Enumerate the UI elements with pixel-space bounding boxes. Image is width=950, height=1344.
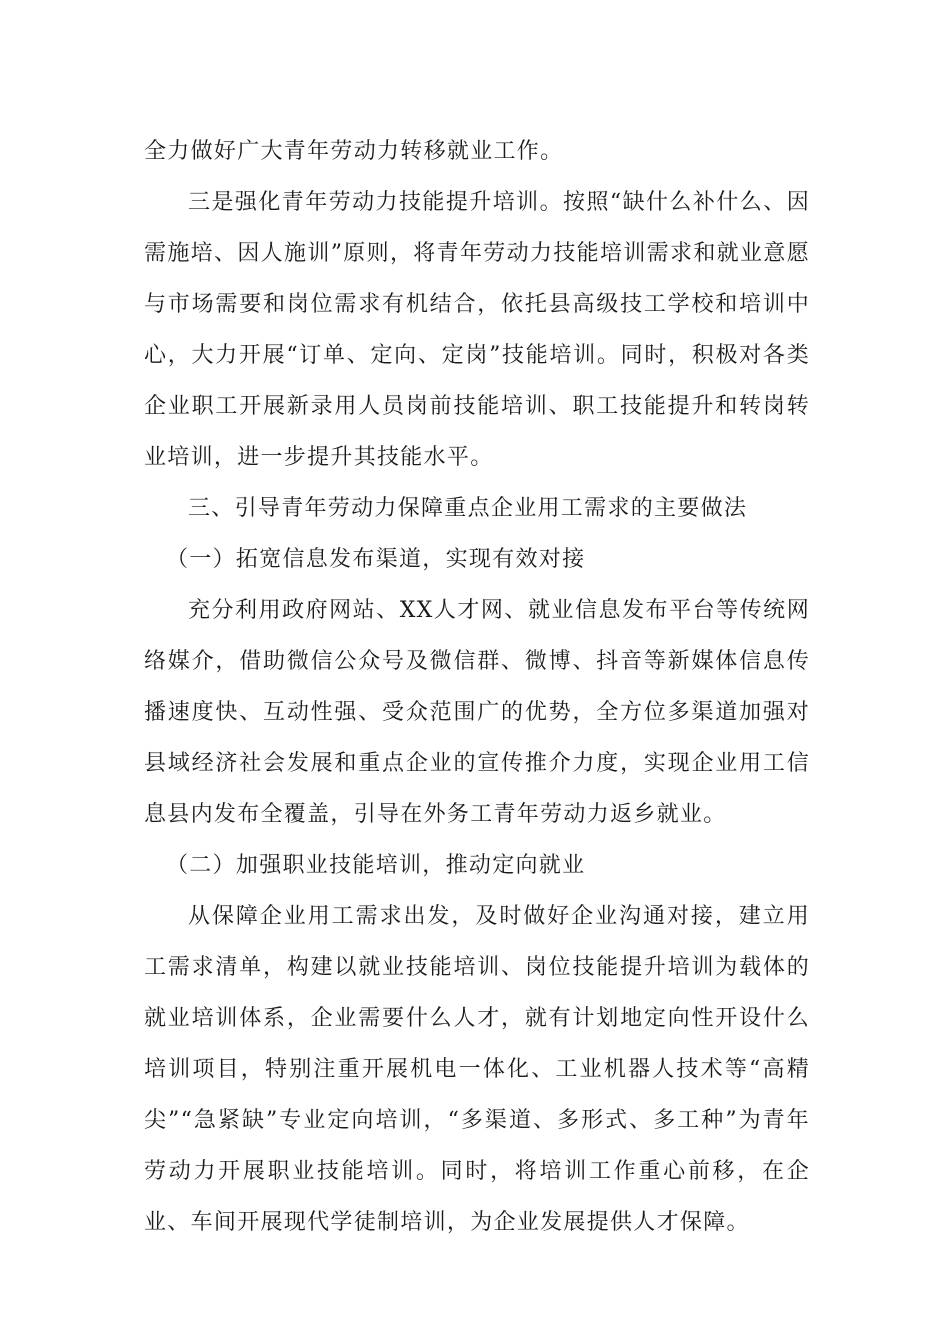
subsection-heading-1: （一）拓宽信息发布渠道，实现有效对接 <box>166 547 586 572</box>
paragraph-skill-training: 三是强化青年劳动力技能提升培训。按照“缺什么补什么、因需施培、因人施训”原则，将青年劳动力技能培训需求和就业意愿与市场需要和岗位需求有机结合，依托县高级技工学校和培训中心，大力开展“订单、定向、定岗”技能培训。同时，积极对各类企业职工开展新录用人员岗前技能培训、职工技能提升和转岗转业培训，进一步提升其技能水平。 <box>144 190 810 470</box>
section-heading-3: 三、引导青年劳动力保障重点企业用工需求的主要做法 <box>188 496 748 521</box>
subsection-heading-2: （二）加强职业技能培训，推动定向就业 <box>166 853 586 878</box>
paragraph-info-channels: 充分利用政府网站、XX人才网、就业信息发布平台等传统网络媒介，借助微信公众号及微信群、微博、抖音等新媒体信息传播速度快、互动性强、受众范围广的优势，全方位多渠道加强对县域经济社会发展和重点企业的宣传推介力度，实现企业用工信息县内发布全覆盖，引导在外务工青年劳动力返乡就业。 <box>144 598 810 827</box>
document-body <box>144 126 810 1248</box>
paragraph-continued: 全力做好广大青年劳动力转移就业工作。 <box>144 139 564 164</box>
paragraph-vocational-training: 从保障企业用工需求出发，及时做好企业沟通对接，建立用工需求清单，构建以就业技能培训、岗位技能提升培训为载体的就业培训体系，企业需要什么人才，就有计划地定向性开设什么培训项目，特别注重开展机电一体化、工业机器人技术等“高精尖”“急紧缺”专业定向培训，“多渠道、多形式、多工种”为青年劳动力开展职业技能培训。同时，将培训工作重心前移，在企业、车间开展现代学徒制培训，为企业发展提供人才保障。 <box>144 904 810 1235</box>
